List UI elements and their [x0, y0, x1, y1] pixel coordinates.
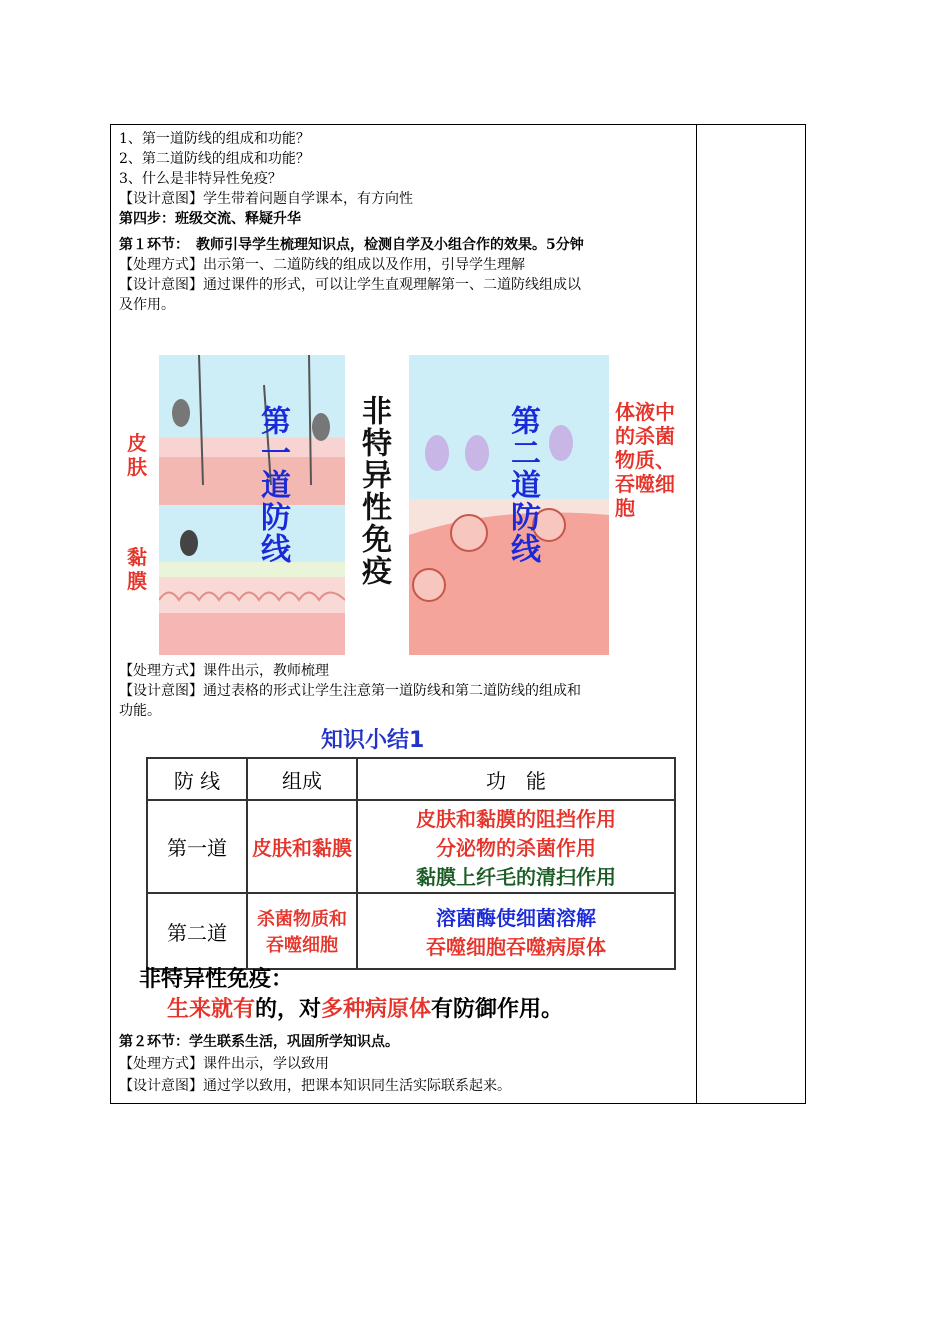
innate-phrase: 生来就有 [167, 997, 256, 1022]
header-cell: 功 能 [357, 758, 675, 800]
text-line: 【设计意图】通过表格的形式让学生注意第一道防线和第二道防线的组成和 [119, 683, 581, 699]
mid-content [119, 661, 689, 721]
second-line-label: 第二道防线 [505, 405, 540, 565]
first-line-label: 第一道防线 [255, 405, 290, 565]
composition-cell: 杀菌物质和吞噬细胞 [247, 893, 357, 969]
summary-table [146, 757, 676, 970]
function-cell [357, 800, 675, 893]
mucosa-label: 黏膜 [127, 545, 147, 593]
text-line: 【设计意图】学生带着问题自学课本，有方向性 [119, 191, 413, 207]
defense-line-cell: 第一道 [147, 800, 247, 893]
section-heading: 第２环节：学生联系生活，巩固所学知识点。 [119, 1034, 399, 1050]
text-line: 【处理方式】课件出示，教师梳理 [119, 663, 329, 679]
bottom-content [119, 1031, 689, 1097]
summary-title: 知识小结1 [321, 728, 425, 753]
text-line: 【处理方式】课件出示，学以致用 [119, 1056, 329, 1072]
nonspecific-immunity-label: 非特异性免疫 [356, 395, 391, 587]
step-heading: 第四步：班级交流、释疑升华 [119, 211, 301, 227]
text-line: 3、什么是非特异性免疫？ [119, 171, 282, 187]
skin-label: 皮肤 [127, 431, 147, 479]
pathogens-phrase: 多种病原体 [321, 997, 432, 1022]
function-item: 分泌物的杀菌作用 [436, 836, 596, 860]
composition-cell: 皮肤和黏膜 [247, 800, 357, 893]
immunity-definition [139, 995, 563, 1025]
text-line: 及作用。 [119, 297, 175, 313]
text-line: 【处理方式】出示第一、二道防线的组成以及作用，引导学生理解 [119, 257, 525, 273]
immunity-title: 非特异性免疫： [139, 967, 294, 992]
summary-slide [131, 721, 691, 1027]
section-heading: 第１环节： 教师引导学生梳理知识点，检测自学及小组合作的效果。5分钟 [119, 237, 584, 253]
function-item: 黏膜上纤毛的清扫作用 [416, 865, 616, 889]
table-header-row [147, 758, 675, 800]
connector-text: 的，对 [255, 997, 322, 1022]
column-divider [696, 125, 697, 1103]
defense-illustration [127, 355, 675, 655]
function-item: 吞噬细胞吞噬病原体 [426, 935, 606, 959]
text-line: 【设计意图】通过学以致用，把课本知识同生活实际联系起来。 [119, 1078, 511, 1094]
immunity-summary [139, 965, 563, 1025]
mucosa-picture [159, 505, 345, 655]
text-line: 功能。 [119, 703, 161, 719]
connector-text: 有防御作用。 [431, 997, 564, 1022]
header-cell: 防 线 [147, 758, 247, 800]
text-line: 2、第二道防线的组成和功能？ [119, 151, 310, 167]
function-item: 皮肤和黏膜的阻挡作用 [416, 807, 616, 831]
table-row [147, 893, 675, 969]
text-line: 【设计意图】通过课件的形式，可以让学生直观理解第一、二道防线组成以 [119, 277, 581, 293]
function-cell [357, 893, 675, 969]
defense-line-cell: 第二道 [147, 893, 247, 969]
lesson-content [119, 129, 689, 315]
text-line: 1、第一道防线的组成和功能？ [119, 131, 310, 147]
skin-picture [159, 355, 345, 505]
table-row [147, 800, 675, 893]
lesson-table [110, 124, 806, 1104]
header-cell: 组成 [247, 758, 357, 800]
function-item: 溶菌酶使细菌溶解 [436, 906, 596, 930]
body-fluid-label: 体液中的杀菌物质、吞噬细胞 [615, 400, 675, 520]
